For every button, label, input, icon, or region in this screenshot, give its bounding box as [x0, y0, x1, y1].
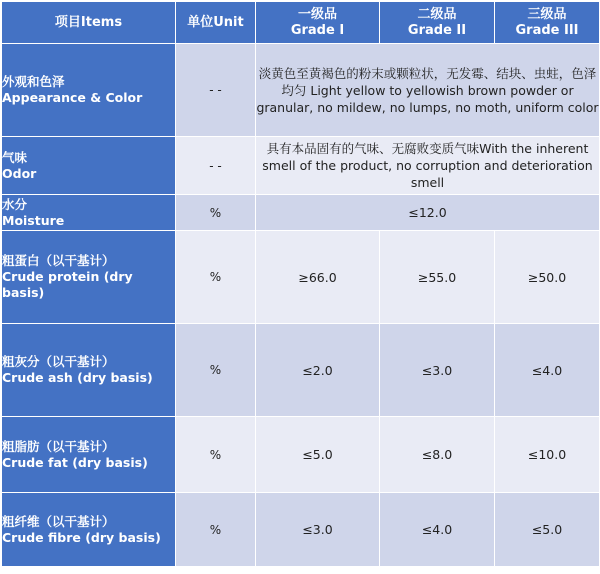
item-moisture	[2, 195, 176, 231]
header-unit: 单位Unit	[176, 2, 256, 44]
grade-2-en: Grade II	[407, 22, 467, 38]
item-appearance	[2, 44, 176, 137]
header-row	[2, 2, 600, 44]
item-fibre	[2, 493, 176, 567]
item-odor	[2, 137, 176, 195]
fibre-grade-2: ≤4.0	[380, 493, 495, 567]
grade-1-en: Grade I	[290, 22, 345, 38]
header-item: 项目Items	[2, 2, 176, 44]
unit-cell: %	[176, 417, 256, 493]
unit-cell: %	[176, 195, 256, 231]
row-fibre	[2, 493, 600, 567]
item-protein	[2, 231, 176, 324]
grade-3-cn: 三级品	[527, 6, 567, 22]
unit-cell: %	[176, 231, 256, 324]
moisture-value: ≤12.0	[256, 195, 600, 231]
fibre-grade-1: ≤3.0	[256, 493, 380, 567]
grade-3-en: Grade III	[515, 22, 579, 38]
unit-cell: - -	[176, 137, 256, 195]
unit-cell: %	[176, 324, 256, 417]
row-moisture	[2, 195, 600, 231]
ash-grade-1: ≤2.0	[256, 324, 380, 417]
odor-value: 具有本品固有的气味、无腐败变质气味With the inherent smell of the product, no corruption and deterioration smell	[256, 137, 600, 195]
item-cn: 外观和色泽	[2, 74, 65, 89]
row-fat	[2, 417, 600, 493]
fibre-grade-3: ≤5.0	[495, 493, 600, 567]
ash-grade-2: ≤3.0	[380, 324, 495, 417]
fat-grade-1: ≤5.0	[256, 417, 380, 493]
item-en: Crude fat (dry basis)	[2, 454, 148, 470]
item-cn: 粗蛋白（以干基计）	[2, 253, 115, 268]
item-en: Odor	[2, 165, 37, 181]
row-ash	[2, 324, 600, 417]
item-cn: 粗灰分（以干基计）	[2, 354, 115, 369]
unit-cell: %	[176, 493, 256, 567]
spec-table	[1, 1, 600, 567]
grade-2-cn: 二级品	[417, 6, 457, 22]
header-grade-3	[495, 2, 600, 44]
item-cn: 水分	[2, 196, 28, 212]
row-appearance	[2, 44, 600, 137]
protein-grade-1: ≥66.0	[256, 231, 380, 324]
item-cn: 粗纤维（以干基计）	[2, 513, 115, 529]
appearance-value: 淡黄色至黄褐色的粉末或颗粒状，无发霉、结块、虫蛀，色泽均匀 Light yellow to yellowish brown powder or granular, no mildew, no lumps, no moth, uniform color	[256, 44, 600, 137]
protein-grade-3: ≥50.0	[495, 231, 600, 324]
item-cn: 粗脂肪（以干基计）	[2, 438, 115, 454]
header-grade-1	[256, 2, 380, 44]
row-protein	[2, 231, 600, 324]
item-en: Crude ash (dry basis)	[2, 370, 153, 385]
item-en: Appearance & Color	[2, 90, 143, 105]
header-grade-2	[380, 2, 495, 44]
fat-grade-3: ≤10.0	[495, 417, 600, 493]
item-cn: 气味	[2, 149, 28, 165]
fat-grade-2: ≤8.0	[380, 417, 495, 493]
grade-1-cn: 一级品	[297, 6, 337, 22]
unit-cell: - -	[176, 44, 256, 137]
item-ash	[2, 324, 176, 417]
ash-grade-3: ≤4.0	[495, 324, 600, 417]
item-en: Crude protein (dry basis)	[2, 269, 133, 300]
item-fat	[2, 417, 176, 493]
protein-grade-2: ≥55.0	[380, 231, 495, 324]
item-en: Moisture	[2, 212, 65, 228]
item-en: Crude fibre (dry basis)	[2, 529, 161, 545]
row-odor	[2, 137, 600, 195]
